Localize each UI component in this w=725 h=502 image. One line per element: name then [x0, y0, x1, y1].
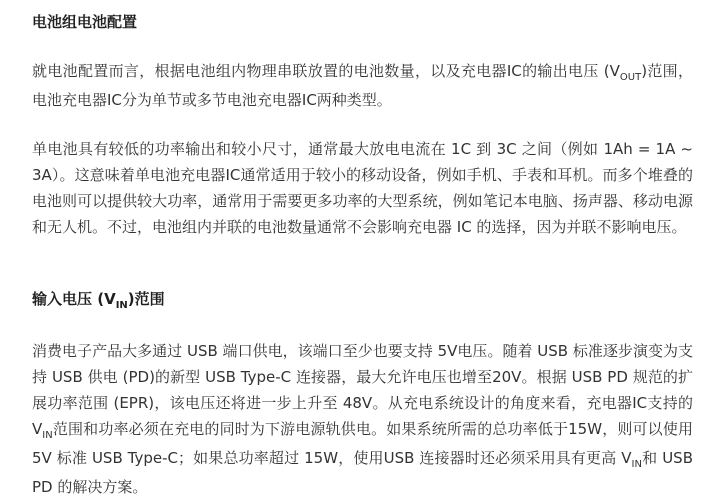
section-heading-input-voltage: 输入电压 $(V_{IN})$范围 — [32, 290, 165, 311]
paragraph-battery-config-intro: 就电池配置而言，根据电池组内物理串联放置的电池数量，以及充电器IC的输出电压 $(V_{OUT})$范围，电池充电器IC分为单节或多节电池充电器IC两种类型。 — [32, 62, 693, 109]
paragraph-input-voltage-range: 消费电子产品大多通过 USB 端口供电，该端口至少也要支持 5V电压。随着 USB 标准逐步演变为支持 USB 供电 (PD)的新型 USB Type-C 连接器，最大允许电压也增至20V。根据 USB PD 规范的扩展功率范围 (EPR)，该电压还将进一步上升至 48V。从充电系统设计的角度来看，充电器IC支持的$V_{IN}$范围和功率必须在充电的同时为下游电源轨供电。如果系统所需的总功率低于15W，则可以使用 5V 标准 USB Type-C；如果总功率超过 15W，使用USB 连接器时还必须采用具有更高 $V_{IN}$和 USB PD 的解决方案。 — [32, 342, 693, 496]
paragraph-single-vs-multi-cell: 单电池具有较低的功率输出和较小尺寸，通常最大放电电流在 1C 到 3C 之间（例如 1Ah = 1A ~ 3A）。这意味着单电池充电器IC通常适用于较小的移动设备，例如手机、手表和耳机。而多个堆叠的电池则可以提供较大功率，通常用于需要更多功率的大型系统，例如笔记本电脑、扬声器、移动电源和无人机。不过，电池组内并联的电池数量通常不会影响充电器 IC 的选择，因为并联不影响电压。 — [32, 140, 693, 236]
section-heading-battery-config: 电池组电池配置 — [32, 13, 138, 31]
